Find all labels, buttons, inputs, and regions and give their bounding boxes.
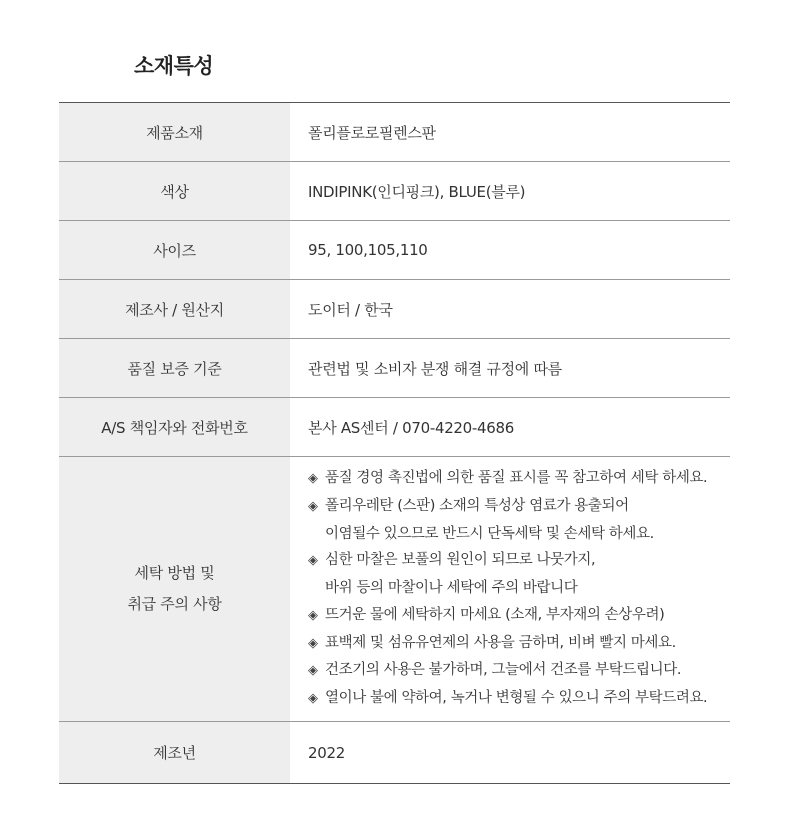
spec-row-size bbox=[59, 221, 730, 280]
spec-value: INDIPINK(인디핑크), BLUE(블루) bbox=[290, 162, 730, 221]
spec-label: 사이즈 bbox=[59, 221, 290, 280]
spec-row-year bbox=[59, 722, 730, 784]
care-note-text: 열이나 불에 약하여, 녹거나 변형될 수 있으니 주의 부탁드려요. bbox=[325, 690, 708, 707]
spec-value: 본사 AS센터 / 070-4220-4686 bbox=[290, 398, 730, 457]
diamond-bullet-icon: ◈ bbox=[308, 607, 318, 623]
care-note bbox=[308, 547, 730, 575]
spec-label: 색상 bbox=[59, 162, 290, 221]
care-note bbox=[308, 602, 730, 630]
spec-value: 관련법 및 소비자 분쟁 해결 규정에 따름 bbox=[290, 339, 730, 398]
spec-label: A/S 책임자와 전화번호 bbox=[59, 398, 290, 457]
spec-value bbox=[290, 457, 730, 722]
care-notes-list bbox=[308, 465, 730, 713]
spec-value: 도이터 / 한국 bbox=[290, 280, 730, 339]
diamond-bullet-icon: ◈ bbox=[308, 635, 318, 651]
care-note-text: 폴리우레탄 (스판) 소재의 특성상 염료가 용출되어 bbox=[325, 497, 629, 514]
care-note bbox=[308, 630, 730, 658]
care-label-line: 세탁 방법 및 bbox=[134, 564, 215, 582]
spec-row-color bbox=[59, 162, 730, 221]
care-note-text: 건조기의 사용은 불가하며, 그늘에서 건조를 부탁드립니다. bbox=[325, 662, 682, 679]
section-title: 소재특성 bbox=[134, 54, 214, 78]
spec-label: 제조사 / 원산지 bbox=[59, 280, 290, 339]
spec-row-warranty bbox=[59, 339, 730, 398]
spec-label: 제품소재 bbox=[59, 103, 290, 162]
care-note bbox=[308, 657, 730, 685]
care-note-text: 이염될수 있으므로 반드시 단독세탁 및 손세탁 하세요. bbox=[325, 525, 654, 542]
care-note-continuation bbox=[308, 575, 730, 602]
care-label-line: 취급 주의 사항 bbox=[127, 595, 222, 613]
diamond-bullet-icon: ◈ bbox=[308, 553, 318, 569]
care-note bbox=[308, 465, 730, 493]
spec-label: 품질 보증 기준 bbox=[59, 339, 290, 398]
care-note-text: 뜨거운 물에 세탁하지 마세요 (소재, 부자재의 손상우려) bbox=[325, 606, 665, 623]
spec-value: 95, 100,105,110 bbox=[290, 221, 730, 280]
diamond-bullet-icon: ◈ bbox=[308, 470, 318, 486]
spec-value: 폴리플로로필렌스판 bbox=[290, 103, 730, 162]
spec-value: 2022 bbox=[290, 722, 730, 784]
care-note-text: 표백제 및 섬유유연제의 사용을 금하며, 비벼 빨지 마세요. bbox=[325, 634, 676, 651]
diamond-bullet-icon: ◈ bbox=[308, 691, 318, 707]
care-note-text: 바위 등의 마찰이나 세탁에 주의 바랍니다 bbox=[325, 580, 578, 597]
spec-label bbox=[59, 457, 290, 722]
care-note-continuation bbox=[308, 521, 730, 548]
care-note-text: 품질 경영 촉진법에 의한 품질 표시를 꼭 참고하여 세탁 하세요. bbox=[325, 469, 708, 486]
spec-label: 제조년 bbox=[59, 722, 290, 784]
diamond-bullet-icon: ◈ bbox=[308, 498, 318, 514]
spec-row-as bbox=[59, 398, 730, 457]
care-note bbox=[308, 685, 730, 713]
spec-row-maker bbox=[59, 280, 730, 339]
care-note bbox=[308, 493, 730, 521]
diamond-bullet-icon: ◈ bbox=[308, 663, 318, 679]
spec-row-care bbox=[59, 457, 730, 722]
care-note-text: 심한 마찰은 보풀의 원인이 되므로 나뭇가지, bbox=[325, 552, 596, 569]
spec-row-material bbox=[59, 103, 730, 162]
material-spec-table bbox=[59, 102, 730, 784]
